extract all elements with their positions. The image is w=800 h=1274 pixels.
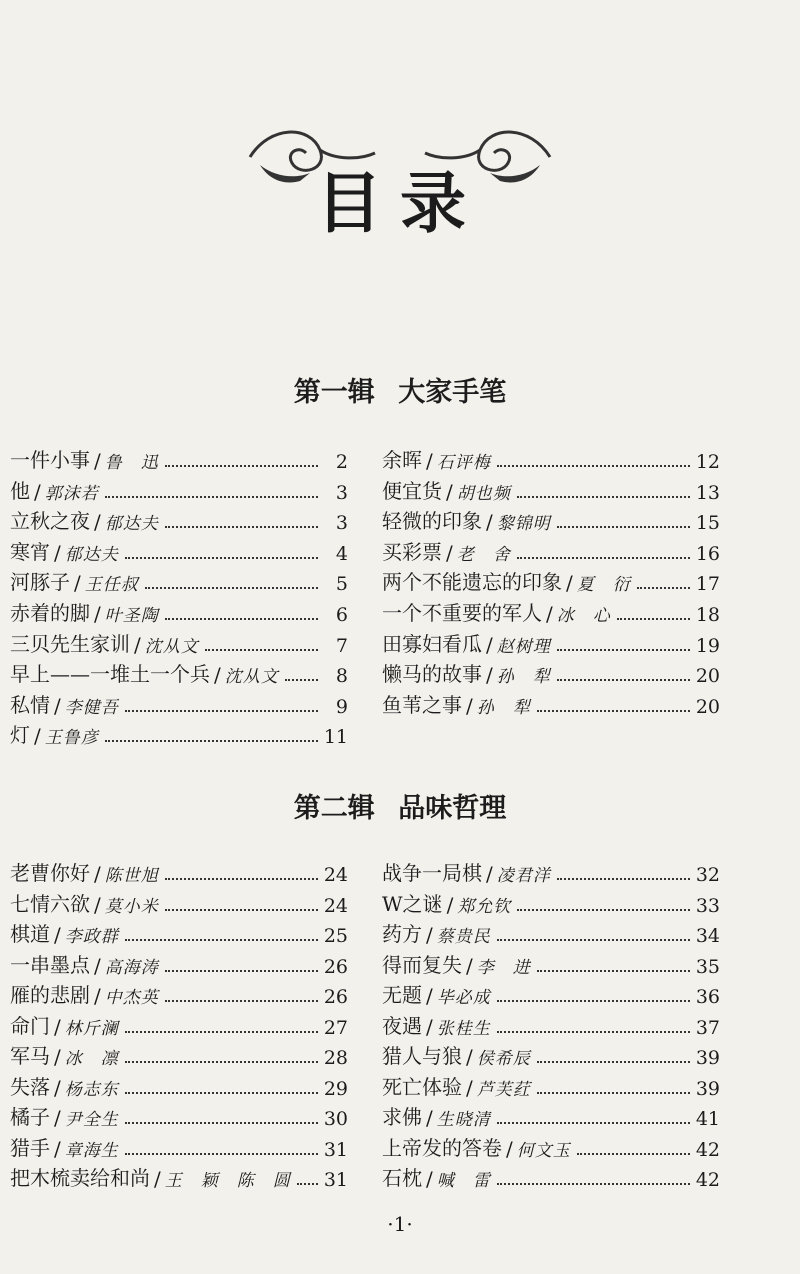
entry-author: 生晓清 bbox=[436, 1110, 491, 1130]
toc-entry[interactable] bbox=[382, 980, 720, 1008]
entry-leader-dots bbox=[537, 1061, 690, 1063]
entry-title: 私情 bbox=[10, 692, 50, 717]
toc-entry[interactable] bbox=[10, 889, 348, 917]
entry-author: 冰 心 bbox=[556, 606, 611, 626]
entry-separator: / bbox=[446, 479, 453, 504]
entry-leader-dots bbox=[497, 1122, 690, 1124]
entry-leader-dots bbox=[297, 1183, 318, 1185]
entry-title: 鱼苇之事 bbox=[382, 692, 462, 717]
entry-leader-dots bbox=[165, 526, 318, 528]
entry-page-number: 26 bbox=[323, 986, 348, 1008]
entry-page-number: 5 bbox=[335, 573, 348, 596]
entry-title: 橘子 bbox=[10, 1105, 50, 1129]
entry-page-number: 2 bbox=[335, 451, 348, 473]
entry-leader-dots bbox=[165, 465, 318, 467]
section-heading-1: 第一辑 大家手笔 bbox=[293, 377, 507, 408]
toc-entry[interactable] bbox=[382, 567, 720, 595]
entry-leader-dots bbox=[125, 939, 318, 941]
entry-author: 毕必成 bbox=[436, 988, 491, 1008]
entry-page-number: 13 bbox=[695, 481, 720, 504]
entry-leader-dots bbox=[557, 878, 690, 880]
entry-title: 余晖 bbox=[382, 448, 422, 472]
toc-entry[interactable] bbox=[382, 598, 720, 626]
toc-entry[interactable] bbox=[10, 950, 348, 978]
entry-title: 赤着的脚 bbox=[10, 601, 90, 625]
entry-title: 石枕 bbox=[382, 1166, 422, 1190]
entry-title: 河豚子 bbox=[10, 570, 70, 595]
entry-separator: / bbox=[154, 1167, 161, 1191]
entry-separator: / bbox=[446, 892, 454, 917]
entry-separator: / bbox=[54, 1106, 61, 1130]
entry-title: 军马 bbox=[10, 1044, 50, 1068]
entry-leader-dots bbox=[517, 557, 690, 559]
toc-entry[interactable] bbox=[382, 629, 720, 657]
entry-title: 早上——一堆土一个兵 bbox=[10, 662, 210, 687]
entry-title: 猎手 bbox=[10, 1135, 50, 1160]
toc-entry[interactable] bbox=[382, 950, 720, 978]
entry-author: 黎锦明 bbox=[496, 514, 551, 535]
entry-author: 赵树理 bbox=[496, 636, 551, 657]
toc-entry[interactable] bbox=[382, 659, 720, 687]
entry-leader-dots bbox=[497, 1031, 690, 1033]
entry-author: 郁达夫 bbox=[64, 544, 119, 565]
entry-separator: / bbox=[466, 693, 473, 718]
entry-page-number: 33 bbox=[695, 894, 720, 917]
entry-author: 喊 雷 bbox=[436, 1171, 491, 1191]
entry-author: 章海生 bbox=[64, 1140, 119, 1161]
entry-separator: / bbox=[54, 693, 61, 718]
toc-entry[interactable] bbox=[10, 506, 348, 534]
entry-title: 棋道 bbox=[10, 922, 50, 946]
entry-author: 陈世旭 bbox=[104, 866, 159, 886]
entry-leader-dots bbox=[165, 1000, 318, 1002]
entry-title: 无题 bbox=[382, 983, 422, 1007]
entry-separator: / bbox=[426, 1014, 433, 1039]
entry-separator: / bbox=[54, 1075, 61, 1100]
entry-title: 上帝发的答卷 bbox=[382, 1135, 502, 1160]
toc-entry[interactable] bbox=[10, 567, 348, 595]
entry-title: 三贝先生家训 bbox=[10, 631, 130, 656]
toc-entry[interactable] bbox=[382, 1133, 720, 1161]
entry-leader-dots bbox=[125, 710, 318, 712]
entry-page-number: 20 bbox=[695, 665, 720, 688]
toc-entry[interactable] bbox=[10, 598, 348, 626]
toc-entry[interactable] bbox=[10, 1072, 348, 1100]
entry-separator: / bbox=[426, 449, 433, 473]
entry-leader-dots bbox=[105, 496, 318, 498]
entry-title: 轻微的印象 bbox=[382, 509, 482, 534]
entry-author: 叶圣陶 bbox=[104, 606, 159, 626]
entry-author: 王鲁彦 bbox=[44, 728, 99, 749]
toc-entry[interactable] bbox=[10, 690, 348, 718]
toc-entry[interactable] bbox=[10, 659, 348, 687]
toc-entry[interactable] bbox=[10, 1102, 348, 1130]
entry-author: 鲁 迅 bbox=[104, 453, 159, 473]
entry-page-number: 34 bbox=[695, 925, 720, 947]
entry-title: 战争一局棋 bbox=[382, 861, 482, 885]
entry-page-number: 42 bbox=[695, 1138, 720, 1161]
entry-leader-dots bbox=[205, 649, 318, 651]
entry-leader-dots bbox=[537, 970, 690, 972]
entry-page-number: 29 bbox=[323, 1077, 348, 1100]
entry-page-number: 25 bbox=[323, 925, 348, 947]
entry-author: 李健吾 bbox=[64, 697, 119, 718]
entry-separator: / bbox=[426, 1106, 433, 1130]
entry-page-number: 32 bbox=[695, 864, 720, 886]
entry-leader-dots bbox=[125, 1153, 318, 1155]
entry-separator: / bbox=[214, 663, 221, 688]
entry-leader-dots bbox=[165, 909, 318, 911]
toc-entry[interactable] bbox=[382, 537, 720, 565]
entry-page-number: 26 bbox=[323, 955, 348, 978]
entry-separator: / bbox=[134, 632, 141, 657]
entry-separator: / bbox=[426, 923, 433, 947]
entry-author: 孙 犁 bbox=[496, 667, 551, 688]
entry-separator: / bbox=[426, 1167, 433, 1191]
entry-page-number: 16 bbox=[695, 542, 720, 565]
entry-author: 郁达夫 bbox=[104, 514, 159, 535]
entry-author: 沈从文 bbox=[224, 667, 279, 688]
entry-title: 七情六欲 bbox=[10, 891, 90, 916]
entry-title: 药方 bbox=[382, 922, 422, 946]
entry-page-number: 4 bbox=[335, 542, 348, 565]
entry-page-number: 24 bbox=[323, 894, 348, 917]
entry-separator: / bbox=[546, 602, 553, 626]
entry-leader-dots bbox=[497, 1000, 690, 1002]
entry-separator: / bbox=[54, 1014, 61, 1039]
entry-author: 老 舍 bbox=[456, 544, 511, 565]
entry-title: 死亡体验 bbox=[382, 1074, 462, 1099]
toc-entry[interactable] bbox=[10, 980, 348, 1008]
entry-title: 寒宵 bbox=[10, 539, 50, 564]
entry-title: 两个不能遗忘的印象 bbox=[382, 570, 562, 595]
section-heading-2: 第二辑 品味哲理 bbox=[293, 793, 507, 824]
entry-title: 失落 bbox=[10, 1074, 50, 1099]
entry-separator: / bbox=[486, 510, 493, 535]
entry-author: 李政群 bbox=[64, 927, 119, 947]
entry-page-number: 31 bbox=[323, 1138, 348, 1161]
toc-entry[interactable] bbox=[10, 858, 348, 886]
entry-page-number: 37 bbox=[695, 1016, 720, 1039]
entry-page-number: 24 bbox=[323, 864, 348, 886]
entry-page-number: 9 bbox=[335, 695, 348, 718]
entry-separator: / bbox=[54, 923, 61, 947]
toc-entry[interactable] bbox=[10, 1011, 348, 1039]
entry-leader-dots bbox=[497, 1183, 690, 1185]
entry-title: 买彩票 bbox=[382, 539, 442, 564]
entry-leader-dots bbox=[617, 618, 690, 620]
toc-entry[interactable] bbox=[382, 1072, 720, 1100]
entry-separator: / bbox=[466, 1045, 473, 1069]
toc-entry[interactable] bbox=[10, 476, 348, 504]
entry-author: 孙 犁 bbox=[476, 697, 531, 718]
toc-entry[interactable] bbox=[382, 919, 720, 947]
entry-separator: / bbox=[426, 984, 433, 1008]
entry-leader-dots bbox=[537, 1092, 690, 1094]
toc-entry[interactable] bbox=[382, 1163, 720, 1191]
entry-separator: / bbox=[54, 1136, 61, 1161]
entry-leader-dots bbox=[125, 1122, 318, 1124]
entry-title: 他 bbox=[10, 478, 30, 503]
entry-leader-dots bbox=[125, 557, 318, 559]
entry-separator: / bbox=[54, 540, 61, 565]
entry-title: 老曹你好 bbox=[10, 861, 90, 885]
entry-author: 王 颖 陈 圆 bbox=[164, 1171, 291, 1191]
entry-separator: / bbox=[94, 862, 101, 886]
toc-entry[interactable] bbox=[382, 690, 720, 718]
entry-title: 雁的悲剧 bbox=[10, 983, 90, 1007]
entry-author: 尹全生 bbox=[64, 1110, 119, 1130]
entry-separator: / bbox=[486, 632, 493, 657]
entry-author: 李 进 bbox=[476, 957, 531, 978]
entry-leader-dots bbox=[165, 878, 318, 880]
entry-leader-dots bbox=[577, 1153, 690, 1155]
entry-author: 高海涛 bbox=[104, 957, 159, 978]
entry-page-number: 36 bbox=[695, 986, 720, 1008]
entry-author: 凌君洋 bbox=[496, 866, 551, 886]
entry-separator: / bbox=[94, 510, 101, 535]
entry-leader-dots bbox=[285, 679, 318, 681]
entry-page-number: 42 bbox=[695, 1169, 720, 1191]
entry-author: 侯希辰 bbox=[476, 1049, 531, 1069]
entry-author: 芦芙荭 bbox=[476, 1079, 531, 1100]
entry-author: 王任叔 bbox=[84, 575, 139, 596]
entry-author: 郑允钦 bbox=[457, 896, 512, 917]
entry-separator: / bbox=[566, 571, 573, 596]
toc-entry[interactable] bbox=[10, 1041, 348, 1069]
entry-page-number: 19 bbox=[695, 634, 720, 657]
entry-author: 莫小米 bbox=[104, 896, 159, 917]
entry-title: 猎人与狼 bbox=[382, 1044, 462, 1068]
entry-title: 一串墨点 bbox=[10, 952, 90, 977]
entry-leader-dots bbox=[125, 1031, 318, 1033]
toc-entry[interactable] bbox=[382, 1102, 720, 1130]
entry-page-number: 8 bbox=[335, 665, 348, 688]
entry-author: 胡也频 bbox=[456, 483, 511, 504]
toc-entry[interactable] bbox=[382, 476, 720, 504]
entry-author: 杨志东 bbox=[64, 1079, 119, 1100]
entry-title: 懒马的故事 bbox=[382, 662, 482, 687]
entry-author: 冰 凛 bbox=[64, 1049, 119, 1069]
entry-title: 一件小事 bbox=[10, 448, 90, 472]
entry-separator: / bbox=[446, 540, 453, 565]
entry-separator: / bbox=[486, 862, 493, 886]
entry-author: 中杰英 bbox=[104, 988, 159, 1008]
entry-separator: / bbox=[466, 953, 473, 978]
entry-page-number: 28 bbox=[323, 1047, 348, 1069]
page-number: ·1· bbox=[387, 1212, 413, 1236]
entry-title: 夜遇 bbox=[382, 1013, 422, 1038]
entry-leader-dots bbox=[497, 465, 690, 467]
entry-leader-dots bbox=[557, 526, 690, 528]
entry-page-number: 3 bbox=[335, 481, 348, 504]
entry-leader-dots bbox=[125, 1061, 318, 1063]
entry-page-number: 39 bbox=[695, 1077, 720, 1100]
entry-author: 石评梅 bbox=[436, 453, 491, 473]
entry-page-number: 7 bbox=[335, 634, 348, 657]
entry-page-number: 39 bbox=[695, 1047, 720, 1069]
entry-leader-dots bbox=[557, 679, 690, 681]
entry-leader-dots bbox=[557, 649, 690, 651]
entry-author: 蔡贵民 bbox=[436, 927, 491, 947]
toc-entry[interactable] bbox=[10, 1163, 348, 1191]
entry-title: 立秋之夜 bbox=[10, 509, 90, 534]
entry-title: 灯 bbox=[10, 723, 30, 748]
toc-entry[interactable] bbox=[10, 720, 348, 748]
entry-separator: / bbox=[94, 602, 101, 626]
toc-entry[interactable] bbox=[10, 537, 348, 565]
toc-entry[interactable] bbox=[382, 1011, 720, 1039]
toc-entry[interactable] bbox=[382, 445, 720, 473]
entry-author: 张桂生 bbox=[436, 1018, 491, 1039]
entry-separator: / bbox=[466, 1075, 473, 1100]
entry-leader-dots bbox=[517, 909, 690, 911]
entry-separator: / bbox=[94, 892, 101, 917]
entry-author: 何文玉 bbox=[516, 1140, 571, 1161]
entry-separator: / bbox=[486, 663, 493, 688]
toc-entry[interactable] bbox=[10, 629, 348, 657]
entry-author: 郭沫若 bbox=[44, 483, 99, 504]
toc-entry[interactable] bbox=[382, 506, 720, 534]
entry-leader-dots bbox=[165, 970, 318, 972]
entry-title: 便宜货 bbox=[382, 478, 442, 503]
entry-page-number: 15 bbox=[695, 512, 720, 535]
entry-author: 沈从文 bbox=[144, 636, 199, 657]
entry-title: 把木梳卖给和尚 bbox=[10, 1166, 150, 1190]
entry-leader-dots bbox=[497, 939, 690, 941]
entry-leader-dots bbox=[125, 1092, 318, 1094]
entry-page-number: 30 bbox=[323, 1108, 348, 1130]
entry-separator: / bbox=[54, 1045, 61, 1069]
entry-page-number: 41 bbox=[695, 1108, 720, 1130]
entry-title: 命门 bbox=[10, 1013, 50, 1038]
entry-title: 田寡妇看瓜 bbox=[382, 631, 482, 656]
entry-author: 林斤澜 bbox=[64, 1018, 119, 1039]
entry-page-number: 11 bbox=[323, 726, 348, 749]
entry-page-number: 20 bbox=[695, 695, 720, 718]
entry-leader-dots bbox=[145, 587, 318, 589]
entry-leader-dots bbox=[517, 496, 690, 498]
toc-entry[interactable] bbox=[382, 889, 720, 917]
entry-separator: / bbox=[506, 1136, 513, 1161]
entry-title: 一个不重要的军人 bbox=[382, 601, 542, 625]
entry-leader-dots bbox=[537, 710, 690, 712]
toc-entry[interactable] bbox=[10, 1133, 348, 1161]
entry-leader-dots bbox=[105, 740, 318, 742]
entry-separator: / bbox=[34, 724, 41, 749]
page-title: 目录 bbox=[316, 165, 484, 242]
entry-title: W之谜 bbox=[382, 891, 443, 916]
entry-page-number: 6 bbox=[335, 604, 348, 626]
entry-separator: / bbox=[74, 571, 81, 596]
entry-page-number: 31 bbox=[323, 1169, 348, 1191]
entry-separator: / bbox=[94, 953, 101, 978]
entry-page-number: 18 bbox=[695, 604, 720, 626]
entry-leader-dots bbox=[637, 587, 690, 589]
toc-entry[interactable] bbox=[10, 445, 348, 473]
entry-leader-dots bbox=[165, 618, 318, 620]
entry-separator: / bbox=[94, 984, 101, 1008]
entry-separator: / bbox=[34, 479, 41, 504]
toc-entry[interactable] bbox=[382, 858, 720, 886]
toc-entry[interactable] bbox=[382, 1041, 720, 1069]
entry-title: 求佛 bbox=[382, 1105, 422, 1129]
entry-author: 夏 衍 bbox=[576, 575, 631, 596]
entry-page-number: 17 bbox=[695, 573, 720, 596]
entry-separator: / bbox=[94, 449, 101, 473]
entry-page-number: 12 bbox=[695, 451, 720, 473]
entry-page-number: 35 bbox=[695, 955, 720, 978]
entry-title: 得而复失 bbox=[382, 952, 462, 977]
entry-page-number: 27 bbox=[323, 1016, 348, 1039]
entry-page-number: 3 bbox=[335, 512, 348, 535]
toc-entry[interactable] bbox=[10, 919, 348, 947]
